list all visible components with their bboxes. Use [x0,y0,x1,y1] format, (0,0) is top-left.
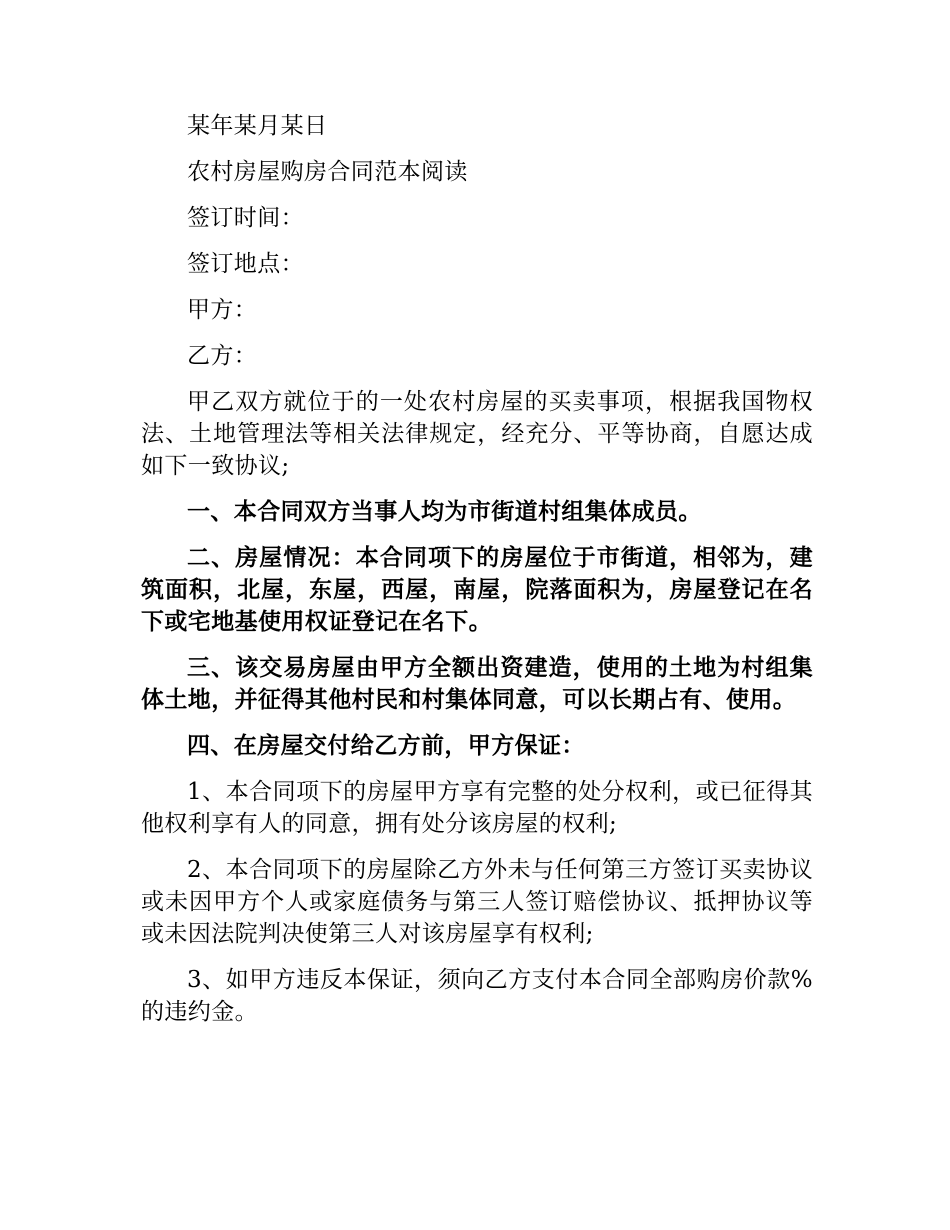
clause-4: 四、在房屋交付给乙方前，甲方保证： [187,732,585,759]
clause-2: 二、房屋情况：本合同项下的房屋位于市街道，相邻为，建筑面积，北屋，东屋，西屋，南屋，院落面积为，房屋登记在名下或宅地基使用权证登记在名下。 [141,544,813,635]
document-title: 农村房屋购房合同范本阅读 [187,159,468,185]
clause-3: 三、该交易房屋由甲方全额出资建造，使用的土地为村组集体土地，并征得其他村民和村集体同意，可以长期占有、使用。 [141,654,813,713]
clause-1: 一、本合同双方当事人均为市街道村组集体成员。 [187,498,702,525]
item-1: 1、本合同项下的房屋甲方享有完整的处分权利，或已征得其他权利享有人的同意，拥有处分该房屋的权利; [141,779,813,837]
party-a-line: 甲方： [187,297,258,323]
intro-paragraph: 甲乙双方就位于的一处农村房屋的买卖事项，根据我国物权法、土地管理法等相关法律规定，经充分、平等协商，自愿达成如下一致协议; [141,389,813,479]
signing-place-line: 签订地点： [187,251,304,277]
document-body [141,110,813,1042]
party-b-line: 乙方： [187,343,258,369]
date-line: 某年某月某日 [187,113,328,139]
item-2: 2、本合同项下的房屋除乙方外未与任何第三方签订买卖协议或未因甲方个人或家庭债务与第三人签订赔偿协议、抵押协议等或未因法院判决使第三人对该房屋享有权利; [141,857,813,947]
signing-time-line: 签订时间： [187,205,304,231]
item-3: 3、如甲方违反本保证，须向乙方支付本合同全部购房价款%的违约金。 [141,967,813,1025]
